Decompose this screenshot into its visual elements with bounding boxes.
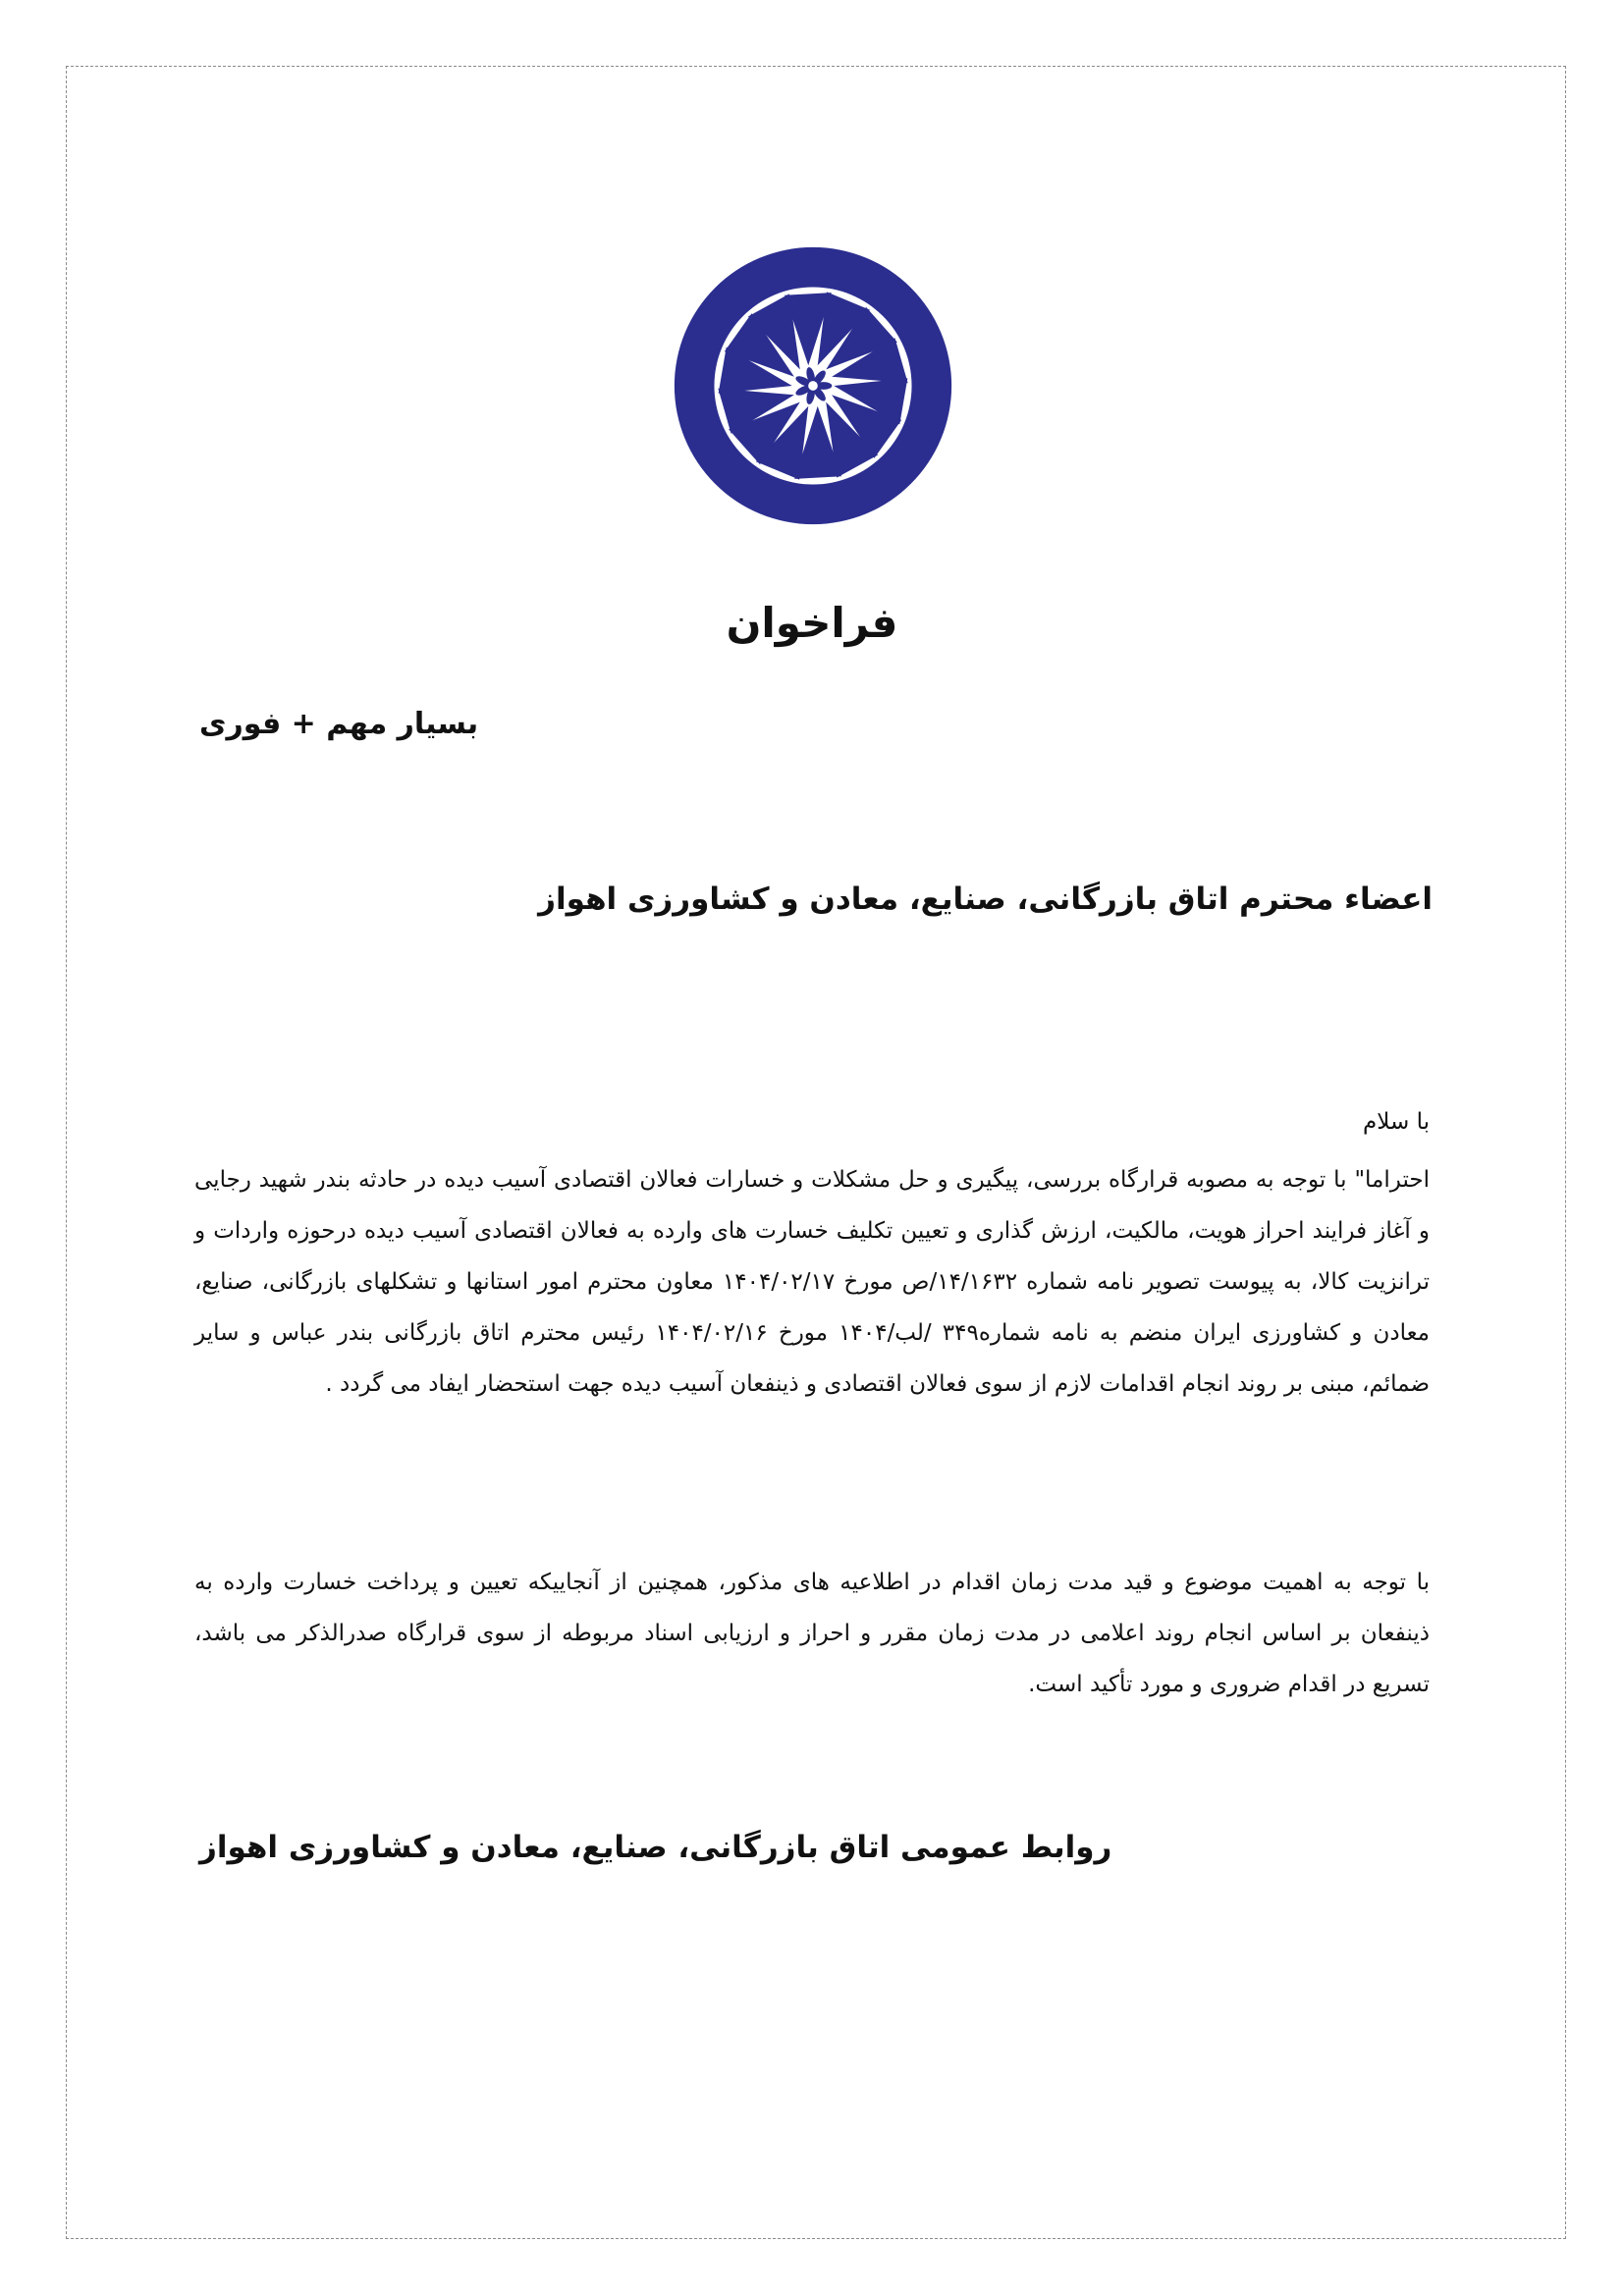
chamber-of-commerce-emblem-icon [671,243,955,528]
signature: روابط عمومی اتاق بازرگانی، صنایع، معادن و کشاورزی اهواز [199,1830,1112,1865]
body-paragraph-1: احتراما" با توجه به مصوبه قرارگاه بررسی، پیگیری و حل مشکلات و خسارات فعالان اقتصادی آسیب دیده در حادثه بندر شهید رجایی و آغاز فرایند احراز هویت، مالکیت، ارزش گذاری و تعیین تکلیف خسارت های وارده به فعالان اقتصادی آسیب دیده درحوزه واردات و ترانزیت کالا، به پیوست تصویر نامه شماره ۱۴/۱۶۳۲/ص مورخ ۱۴۰۴/۰۲/۱۷ معاون محترم امور استانها و تشکلهای بازرگانی، صنایع، معادن و کشاورزی ایران منضم به نامه شماره۳۴۹ /لب/۱۴۰۴ مورخ ۱۴۰۴/۰۲/۱۶ رئیس محترم اتاق بازرگانی بندر عباس و سایر ضمائم، مبنی بر روند انجام اقدامات لازم از سوی فعالان اقتصادی و ذینفعان آسیب دیده جهت استحضار ایفاد می گردد . [194,1167,1431,1397]
recipient-heading: اعضاء محترم اتاق بازرگانی، صنایع، معادن و کشاورزی اهواز [538,881,1433,917]
document-title: فراخوان [726,599,898,647]
body-paragraph-2: با توجه به اهمیت موضوع و قید مدت زمان اقدام در اطلاعیه های مذکور، همچنین از آنجاییکه تعیین و پرداخت خسارت وارده به ذینفعان بر اساس انجام روند اعلامی در مدت زمان مقرر و احراز و ارزیابی اسناد مربوطه از سوی قرارگاه صدرالذکر می باشد، تسریع در اقدام ضروری و مورد تأکید است. [194,1570,1430,1697]
chamber-logo [671,243,955,528]
urgency-label: بسیار مهم + فوری [199,707,479,741]
greeting: با سلام [1363,1109,1430,1135]
